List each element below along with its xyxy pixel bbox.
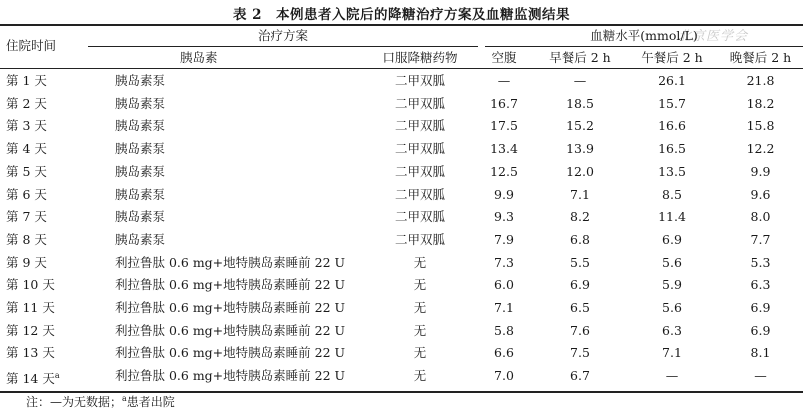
cell-insulin (115, 232, 165, 248)
cell-insulin-text: 胰岛素泵 (115, 118, 166, 134)
cell-oral-text: 无 (413, 300, 427, 315)
cell-after-lunch-text: 8.5 (662, 186, 682, 202)
cell-day-text: 第 9 天 (6, 254, 47, 270)
cell-insulin-text: 利拉鲁肽 0.6 mg+地特胰岛素睡前 22 U (115, 322, 346, 338)
cell-fasting-text: 7.9 (494, 231, 514, 247)
cell-insulin (115, 118, 165, 134)
cell-oral-text: 无 (413, 254, 427, 270)
cell-insulin-text: 利拉鲁肽 0.6 mg+地特胰岛素睡前 22 U (115, 368, 346, 384)
cell-fasting (474, 118, 534, 134)
cell-after-lunch-text: 6.3 (662, 322, 682, 338)
header-after-lunch: 午餐后 2 h (641, 50, 703, 65)
cell-insulin (115, 96, 165, 112)
cell-after-breakfast (534, 209, 626, 225)
cell-day-text: 第 11 天 (6, 300, 55, 315)
cell-day-text: 第 2 天 (6, 95, 47, 111)
cell-fasting (474, 164, 534, 180)
cell-day-text: 第 5 天 (6, 163, 47, 179)
cell-insulin (115, 73, 165, 89)
cell-after-dinner (718, 300, 803, 316)
cell-fasting-text: 6.0 (494, 277, 514, 293)
cell-after-lunch (626, 73, 718, 89)
cell-day-text: 第 3 天 (6, 118, 47, 134)
cell-after-dinner-text: 8.0 (750, 209, 771, 225)
cell-after-dinner-text: 8.1 (750, 345, 771, 361)
cell-after-breakfast-text: 8.2 (570, 209, 590, 225)
cell-fasting (474, 209, 534, 225)
cell-fasting (474, 300, 534, 316)
cell-after-dinner (718, 73, 803, 89)
cell-day (6, 73, 47, 89)
cell-insulin-text: 胰岛素泵 (115, 231, 166, 247)
table-note (26, 393, 175, 410)
cell-insulin-text: 胰岛素泵 (115, 73, 166, 88)
cell-day-text: 第 14 天 (6, 371, 55, 387)
cell-fasting-text: 5.8 (494, 322, 514, 338)
cell-after-dinner-text: 21.8 (746, 73, 775, 88)
cell-fasting (474, 255, 534, 271)
cell-oral-text: 二甲双胍 (394, 95, 445, 111)
cell-oral-text: 无 (413, 322, 427, 338)
cell-after-dinner-text: 5.3 (750, 254, 771, 270)
cell-insulin-text: 胰岛素泵 (115, 95, 166, 111)
cell-after-dinner (718, 277, 803, 293)
cell-after-lunch (626, 232, 718, 248)
cell-oral-text: 二甲双胍 (394, 118, 445, 134)
header-after-dinner: 晚餐后 2 h (729, 50, 792, 65)
cell-after-lunch (626, 187, 718, 203)
cell-insulin (115, 255, 345, 271)
cell-after-breakfast-text: 13.9 (566, 141, 594, 157)
cell-after-breakfast-text: 7.5 (570, 345, 590, 361)
cell-after-lunch (626, 368, 718, 384)
cell-after-dinner (718, 255, 803, 271)
cell-day (6, 164, 47, 180)
cell-after-breakfast-text: 18.5 (566, 95, 594, 111)
cell-insulin (115, 277, 345, 293)
watermark: 北京医学会 (678, 29, 749, 44)
cell-after-dinner-text: 6.9 (750, 322, 771, 338)
cell-fasting-text: 17.5 (490, 118, 518, 134)
cell-after-breakfast-text: 15.2 (566, 118, 594, 134)
cell-fasting-text: 6.6 (494, 345, 514, 361)
cell-after-dinner (718, 118, 803, 134)
cell-day-text: 第 7 天 (6, 209, 47, 225)
cell-insulin-text: 胰岛素泵 (115, 209, 166, 225)
cell-insulin-text: 胰岛素泵 (115, 141, 166, 157)
cell-after-breakfast-text: 5.5 (570, 254, 590, 270)
cell-after-dinner (718, 141, 803, 157)
cell-after-lunch (626, 345, 718, 361)
cell-day (6, 323, 55, 339)
cell-after-breakfast-text: 6.9 (570, 277, 590, 293)
cell-fasting (474, 323, 534, 339)
cell-day (6, 345, 55, 361)
cell-insulin-text: 胰岛素泵 (115, 163, 166, 179)
cell-day (6, 96, 47, 112)
cell-after-lunch-text: 16.5 (658, 141, 686, 157)
cell-after-breakfast-text: 6.5 (570, 300, 590, 315)
cell-after-breakfast-text: — (573, 73, 587, 88)
treatment-subrule (88, 46, 478, 47)
cell-after-dinner (718, 209, 803, 225)
cell-after-breakfast (534, 187, 626, 203)
cell-oral-text: 无 (413, 277, 427, 293)
cell-insulin (115, 300, 345, 316)
cell-after-lunch (626, 96, 718, 112)
cell-oral-text: 二甲双胍 (394, 163, 445, 179)
cell-fasting-text: 7.0 (494, 368, 514, 384)
cell-after-lunch (626, 323, 718, 339)
cell-day (6, 187, 47, 203)
cell-insulin (115, 164, 165, 180)
cell-day-text: 第 12 天 (6, 322, 55, 338)
cell-after-lunch (626, 118, 718, 134)
cell-oral (360, 300, 480, 316)
cell-day-text: 第 1 天 (6, 73, 47, 88)
cell-day (6, 368, 60, 387)
cell-day (6, 277, 55, 293)
table-caption: 本例患者入院后的降糖治疗方案及血糖监测结果 (276, 7, 571, 23)
cell-oral-text: 二甲双胍 (394, 231, 445, 247)
header-glucose: 血糖水平(mmol/L) (590, 28, 698, 43)
cell-fasting-text: 9.9 (494, 186, 514, 202)
cell-oral (360, 368, 480, 384)
cell-day (6, 300, 55, 316)
cell-oral (360, 96, 480, 112)
cell-after-dinner-text: 9.9 (750, 163, 771, 179)
header-rule (0, 68, 803, 69)
cell-insulin (115, 209, 165, 225)
cell-day (6, 118, 47, 134)
note-text: 注：—为无数据； (26, 395, 123, 409)
cell-fasting (474, 73, 534, 89)
cell-oral (360, 164, 480, 180)
cell-insulin (115, 323, 345, 339)
cell-after-lunch-text: 5.9 (662, 277, 682, 293)
cell-oral (360, 209, 480, 225)
cell-after-breakfast-text: 7.6 (570, 322, 590, 338)
cell-after-breakfast (534, 345, 626, 361)
cell-after-breakfast (534, 118, 626, 134)
cell-after-dinner-text: — (754, 368, 767, 384)
cell-after-dinner-text: 18.2 (746, 95, 775, 111)
table-title (0, 3, 803, 23)
cell-oral-text: 二甲双胍 (394, 209, 445, 225)
cell-after-dinner (718, 187, 803, 203)
cell-after-lunch-text: 7.1 (662, 345, 682, 361)
cell-after-dinner-text: 6.9 (750, 300, 771, 315)
cell-day (6, 255, 47, 271)
cell-after-lunch (626, 255, 718, 271)
cell-after-lunch-text: 5.6 (662, 254, 682, 270)
cell-after-dinner-text: 9.6 (750, 186, 771, 202)
cell-fasting-text: 13.4 (490, 141, 518, 157)
cell-fasting-text: 9.3 (494, 209, 514, 225)
cell-after-dinner-text: 6.3 (750, 277, 771, 293)
cell-after-breakfast (534, 96, 626, 112)
cell-insulin (115, 141, 165, 157)
cell-after-dinner (718, 232, 803, 248)
cell-fasting (474, 368, 534, 384)
header-treatment: 治疗方案 (257, 28, 308, 43)
cell-oral-text: 二甲双胍 (394, 186, 445, 202)
cell-oral-text: 二甲双胍 (394, 141, 445, 157)
footnote-mark: a (54, 371, 60, 381)
header-fasting: 空腹 (491, 50, 517, 65)
cell-after-breakfast (534, 323, 626, 339)
header-admit-time: 住院时间 (6, 38, 57, 53)
cell-after-breakfast (534, 255, 626, 271)
cell-oral (360, 277, 480, 293)
cell-insulin-text: 利拉鲁肽 0.6 mg+地特胰岛素睡前 22 U (115, 254, 346, 270)
cell-day-text: 第 13 天 (6, 345, 55, 361)
cell-day (6, 209, 47, 225)
cell-day (6, 141, 47, 157)
cell-after-breakfast-text: 7.1 (570, 186, 590, 202)
cell-after-dinner (718, 164, 803, 180)
cell-fasting-text: 7.3 (494, 254, 514, 270)
cell-after-lunch-text: 5.6 (662, 300, 682, 315)
header-insulin: 胰岛素 (180, 50, 218, 65)
cell-oral (360, 141, 480, 157)
cell-after-dinner-text: 7.7 (750, 231, 771, 247)
cell-after-lunch-text: 13.5 (658, 163, 686, 179)
cell-after-breakfast (534, 73, 626, 89)
cell-day (6, 232, 47, 248)
cell-after-breakfast (534, 232, 626, 248)
cell-after-breakfast-text: 6.7 (570, 368, 590, 384)
cell-fasting-text: 7.1 (494, 300, 514, 315)
cell-after-breakfast (534, 141, 626, 157)
cell-fasting (474, 277, 534, 293)
cell-fasting (474, 187, 534, 203)
note-mark: a (122, 394, 127, 403)
cell-day-text: 第 6 天 (6, 186, 47, 202)
cell-after-lunch (626, 277, 718, 293)
cell-fasting-text: 16.7 (490, 95, 518, 111)
cell-after-lunch (626, 141, 718, 157)
cell-insulin (115, 368, 345, 384)
note-text-2: 患者出院 (126, 395, 175, 409)
cell-fasting-text: — (497, 73, 511, 88)
cell-after-lunch-text: 26.1 (658, 73, 686, 88)
cell-oral-text: 无 (413, 345, 427, 361)
cell-insulin-text: 利拉鲁肽 0.6 mg+地特胰岛素睡前 22 U (115, 300, 346, 315)
cell-after-lunch-text: 6.9 (662, 231, 682, 247)
cell-fasting (474, 345, 534, 361)
cell-fasting (474, 141, 534, 157)
cell-day-text: 第 10 天 (6, 277, 55, 293)
cell-after-lunch-text: 15.7 (658, 95, 686, 111)
cell-oral (360, 187, 480, 203)
cell-after-lunch (626, 209, 718, 225)
cell-fasting-text: 12.5 (490, 163, 518, 179)
cell-after-dinner (718, 345, 803, 361)
cell-after-breakfast (534, 164, 626, 180)
cell-after-dinner-text: 12.2 (746, 141, 775, 157)
cell-insulin (115, 187, 165, 203)
cell-after-lunch-text: 16.6 (658, 118, 686, 134)
cell-fasting (474, 96, 534, 112)
cell-oral (360, 118, 480, 134)
cell-after-dinner-text: 15.8 (746, 118, 775, 134)
cell-insulin-text: 胰岛素泵 (115, 186, 166, 202)
header-after-breakfast: 早餐后 2 h (549, 50, 611, 65)
cell-oral-text: 二甲双胍 (394, 73, 445, 88)
cell-oral (360, 255, 480, 271)
cell-oral (360, 73, 480, 89)
glucose-subrule (485, 46, 803, 47)
header-oral: 口服降糖药物 (382, 50, 458, 65)
table-number: 表 2 (232, 7, 263, 23)
cell-after-breakfast (534, 277, 626, 293)
cell-oral (360, 323, 480, 339)
cell-after-breakfast-text: 6.8 (570, 231, 590, 247)
cell-day-text: 第 4 天 (6, 141, 47, 157)
cell-oral-text: 无 (413, 368, 427, 384)
cell-insulin-text: 利拉鲁肽 0.6 mg+地特胰岛素睡前 22 U (115, 345, 346, 361)
cell-after-dinner (718, 368, 803, 384)
cell-day-text: 第 8 天 (6, 231, 47, 247)
cell-after-dinner (718, 96, 803, 112)
cell-oral (360, 345, 480, 361)
cell-after-lunch-text: 11.4 (658, 209, 686, 225)
cell-after-breakfast (534, 368, 626, 384)
cell-after-breakfast-text: 12.0 (566, 163, 594, 179)
cell-after-lunch-text: — (665, 368, 679, 384)
cell-insulin (115, 345, 345, 361)
cell-after-dinner (718, 323, 803, 339)
cell-oral (360, 232, 480, 248)
cell-after-lunch (626, 164, 718, 180)
cell-fasting (474, 232, 534, 248)
cell-after-lunch (626, 300, 718, 316)
cell-insulin-text: 利拉鲁肽 0.6 mg+地特胰岛素睡前 22 U (115, 277, 346, 293)
cell-after-breakfast (534, 300, 626, 316)
